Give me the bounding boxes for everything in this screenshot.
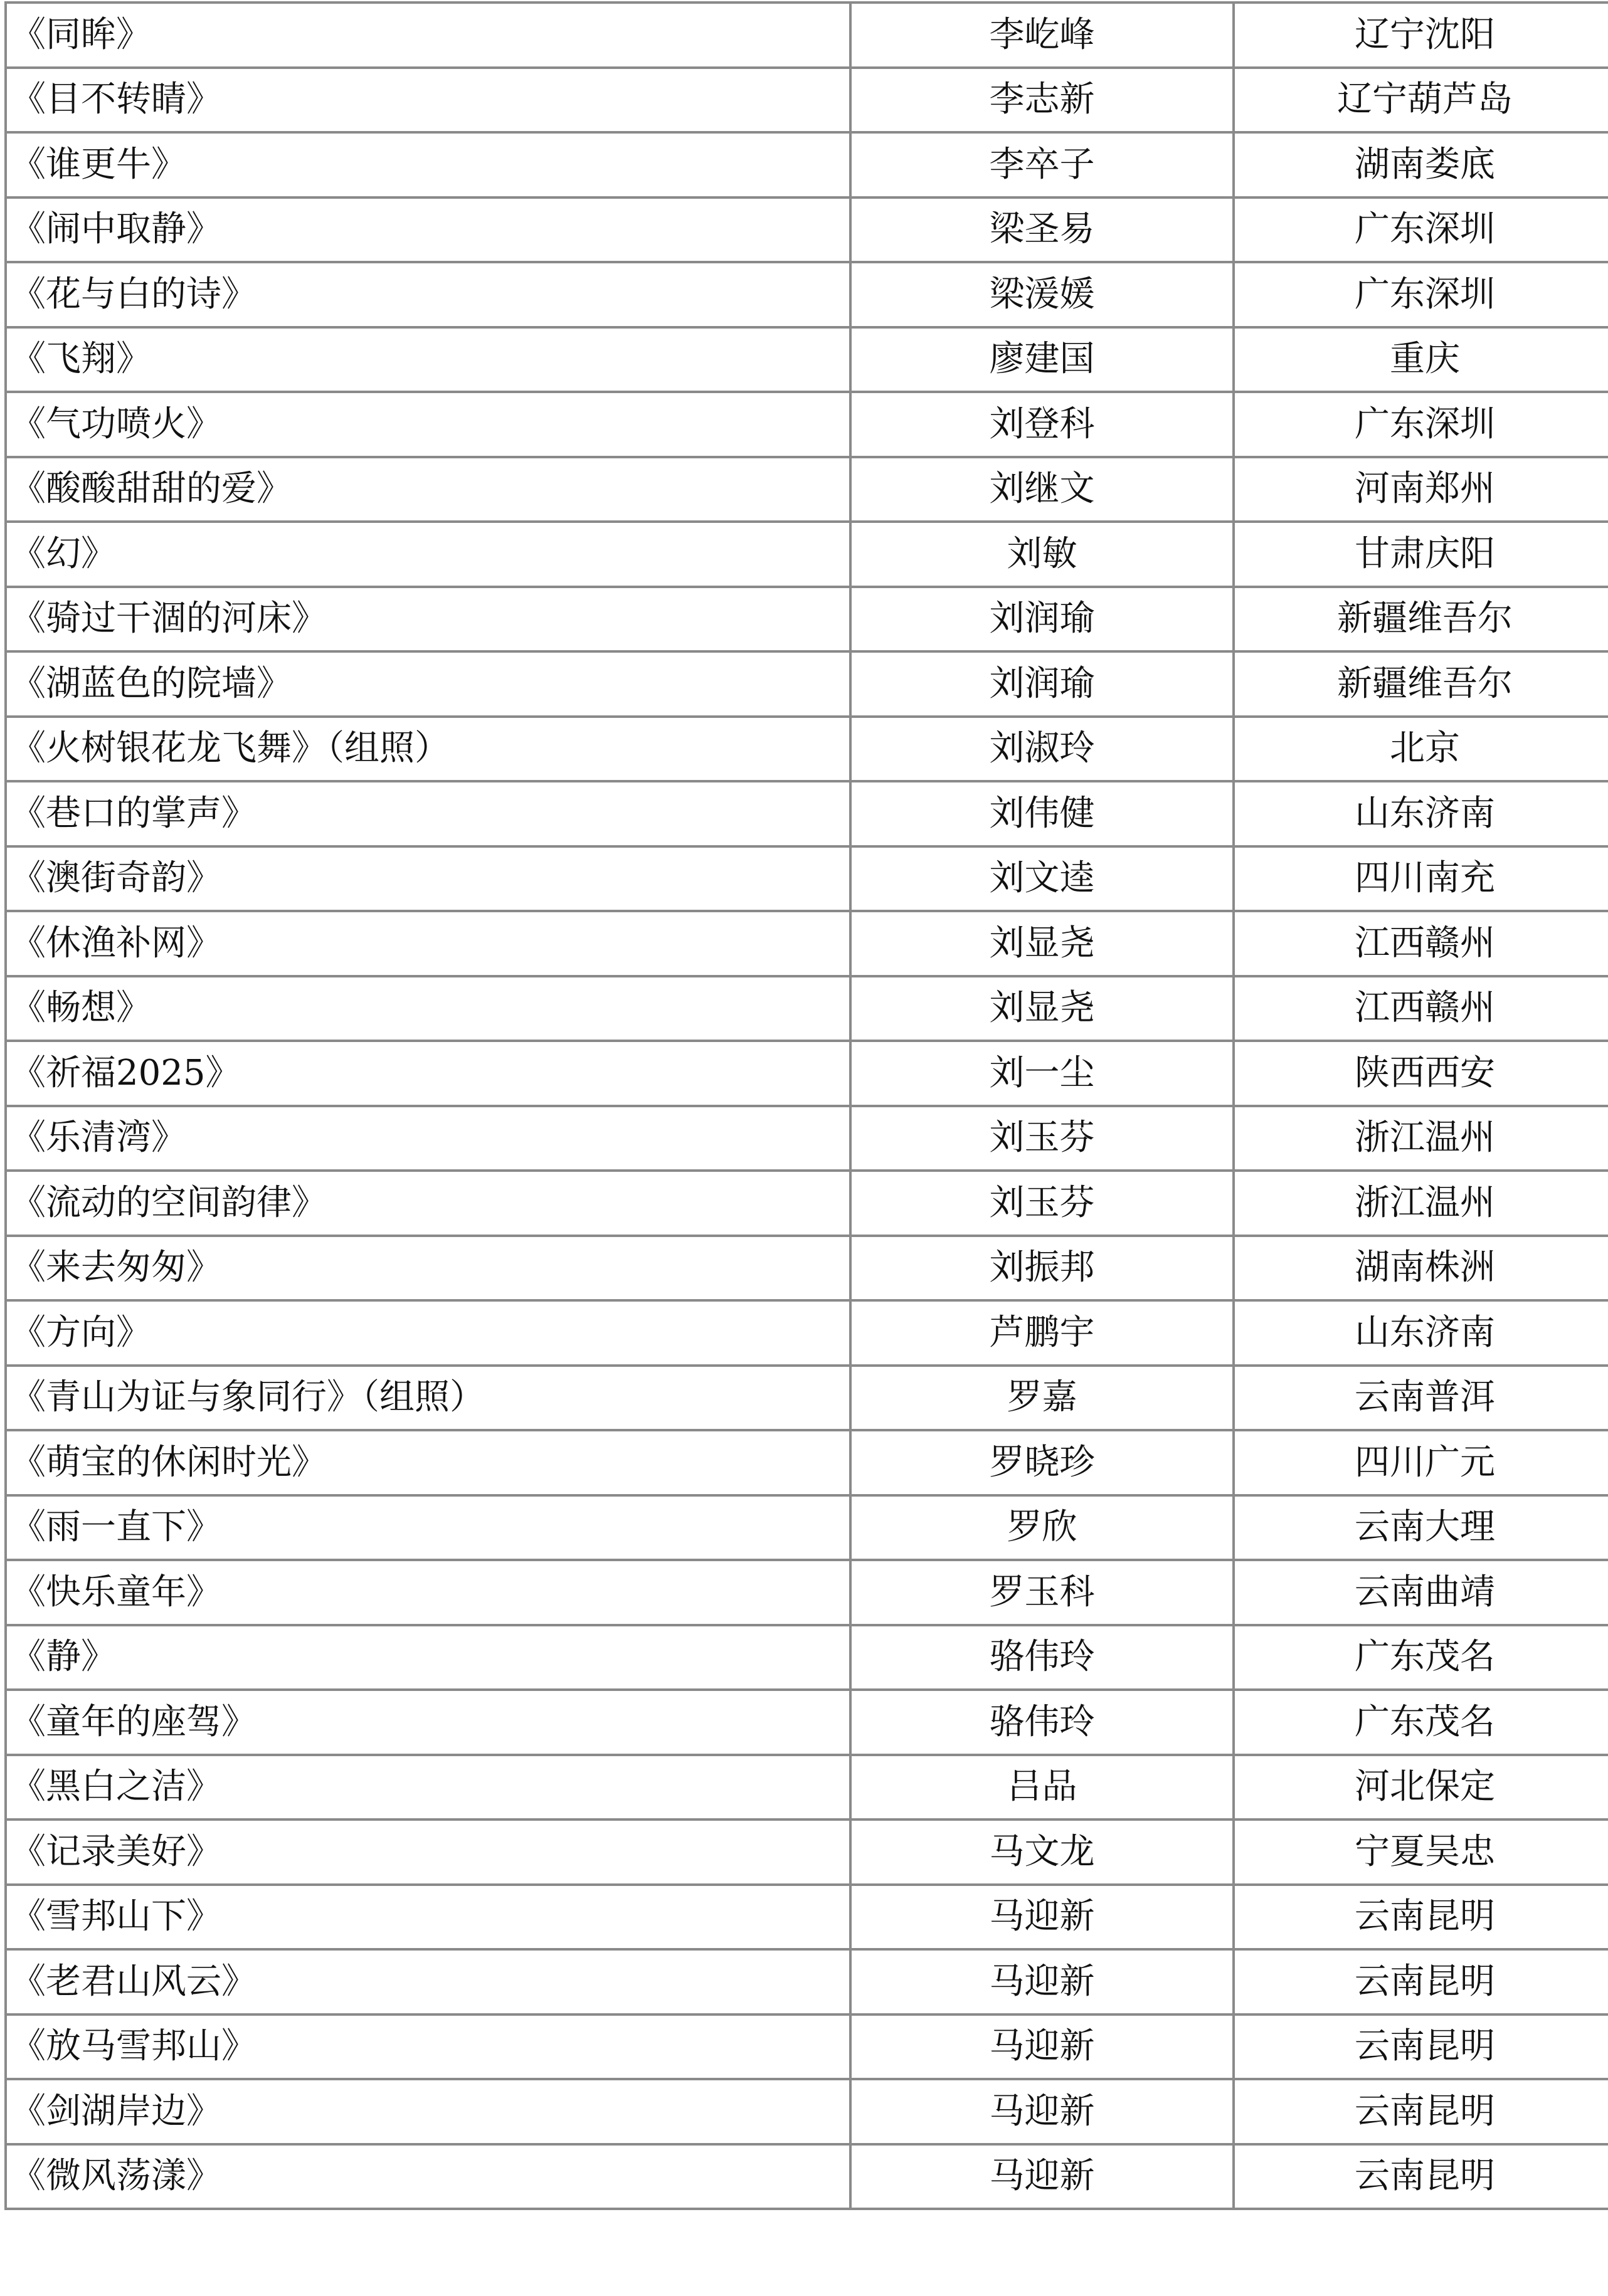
region-cell: 广东深圳 — [1234, 262, 1608, 327]
work-title-cell: 《幻》 — [6, 522, 850, 587]
author-name-cell: 罗晓珍 — [850, 1430, 1234, 1495]
region-cell: 河南郑州 — [1234, 457, 1608, 522]
author-name-cell: 刘敏 — [850, 522, 1234, 587]
work-title-cell: 《澳街奇韵》 — [6, 846, 850, 912]
work-title-cell: 《祈福2025》 — [6, 1041, 850, 1106]
table-row — [6, 911, 1608, 976]
region-cell: 江西赣州 — [1234, 976, 1608, 1041]
table-row — [6, 197, 1608, 263]
author-name-cell: 骆伟玲 — [850, 1625, 1234, 1690]
table-row — [6, 1366, 1608, 1431]
region-cell: 山东济南 — [1234, 1300, 1608, 1366]
table-row — [6, 1495, 1608, 1561]
work-title-cell: 《湖蓝色的院墙》 — [6, 651, 850, 717]
table-row — [6, 457, 1608, 522]
region-cell: 浙江温州 — [1234, 1106, 1608, 1171]
work-title-cell: 《来去匆匆》 — [6, 1236, 850, 1301]
region-cell: 云南昆明 — [1234, 2144, 1608, 2209]
author-name-cell: 刘润瑜 — [850, 651, 1234, 717]
work-title-cell: 《快乐童年》 — [6, 1560, 850, 1625]
region-cell: 广东茂名 — [1234, 1690, 1608, 1755]
region-cell: 辽宁沈阳 — [1234, 3, 1608, 68]
region-cell: 湖南株洲 — [1234, 1236, 1608, 1301]
region-cell: 云南昆明 — [1234, 1949, 1608, 2014]
region-cell: 河北保定 — [1234, 1755, 1608, 1820]
region-cell: 浙江温州 — [1234, 1171, 1608, 1236]
author-name-cell: 刘登科 — [850, 392, 1234, 457]
work-title-cell: 《黑白之洁》 — [6, 1755, 850, 1820]
author-name-cell: 刘显尧 — [850, 911, 1234, 976]
work-title-cell: 《闹中取静》 — [6, 197, 850, 263]
work-title-cell: 《雪邦山下》 — [6, 1885, 850, 1950]
work-title-cell: 《方向》 — [6, 1300, 850, 1366]
author-name-cell: 马迎新 — [850, 2144, 1234, 2209]
table-row — [6, 392, 1608, 457]
table-row — [6, 976, 1608, 1041]
work-title-cell: 《乐清湾》 — [6, 1106, 850, 1171]
region-cell: 山东济南 — [1234, 781, 1608, 846]
table-row — [6, 1690, 1608, 1755]
region-cell: 云南大理 — [1234, 1495, 1608, 1561]
table-row — [6, 522, 1608, 587]
table-row — [6, 132, 1608, 197]
author-name-cell: 李志新 — [850, 68, 1234, 133]
author-name-cell: 刘显尧 — [850, 976, 1234, 1041]
region-cell: 云南普洱 — [1234, 1366, 1608, 1431]
author-name-cell: 刘一尘 — [850, 1041, 1234, 1106]
table-row — [6, 1885, 1608, 1950]
work-title-cell: 《微风荡漾》 — [6, 2144, 850, 2209]
author-name-cell: 梁圣易 — [850, 197, 1234, 263]
region-cell: 云南曲靖 — [1234, 1560, 1608, 1625]
table-row — [6, 1430, 1608, 1495]
table-row — [6, 262, 1608, 327]
work-title-cell: 《飞翔》 — [6, 327, 850, 392]
work-title-cell: 《老君山风云》 — [6, 1949, 850, 2014]
work-title-cell: 《流动的空间韵律》 — [6, 1171, 850, 1236]
work-title-cell: 《骑过干涸的河床》 — [6, 587, 850, 652]
author-name-cell: 刘文逵 — [850, 846, 1234, 912]
region-cell: 新疆维吾尔 — [1234, 587, 1608, 652]
author-name-cell: 李屹峰 — [850, 3, 1234, 68]
region-cell: 辽宁葫芦岛 — [1234, 68, 1608, 133]
author-name-cell: 芦鹏宇 — [850, 1300, 1234, 1366]
author-name-cell: 罗欣 — [850, 1495, 1234, 1561]
author-name-cell: 刘玉芬 — [850, 1171, 1234, 1236]
work-title-cell: 《剑湖岸边》 — [6, 2079, 850, 2144]
region-cell: 云南昆明 — [1234, 1885, 1608, 1950]
table-row — [6, 2014, 1608, 2080]
work-title-cell: 《气功喷火》 — [6, 392, 850, 457]
table-row — [6, 1041, 1608, 1106]
author-name-cell: 罗嘉 — [850, 1366, 1234, 1431]
table-row — [6, 1106, 1608, 1171]
region-cell: 四川广元 — [1234, 1430, 1608, 1495]
work-title-cell: 《火树银花龙飞舞》（组照） — [6, 717, 850, 782]
author-name-cell: 罗玉科 — [850, 1560, 1234, 1625]
work-title-cell: 《萌宝的休闲时光》 — [6, 1430, 850, 1495]
author-name-cell: 梁湲媛 — [850, 262, 1234, 327]
table-row — [6, 846, 1608, 912]
work-title-cell: 《同眸》 — [6, 3, 850, 68]
table-row — [6, 2079, 1608, 2144]
region-cell: 重庆 — [1234, 327, 1608, 392]
author-name-cell: 刘玉芬 — [850, 1106, 1234, 1171]
entries-table — [4, 1, 1608, 2210]
work-title-cell: 《谁更牛》 — [6, 132, 850, 197]
table-row — [6, 1755, 1608, 1820]
table-row — [6, 1625, 1608, 1690]
author-name-cell: 刘振邦 — [850, 1236, 1234, 1301]
work-title-cell: 《青山为证与象同行》（组照） — [6, 1366, 850, 1431]
author-name-cell: 刘继文 — [850, 457, 1234, 522]
author-name-cell: 马迎新 — [850, 2014, 1234, 2080]
author-name-cell: 李卒子 — [850, 132, 1234, 197]
work-title-cell: 《目不转睛》 — [6, 68, 850, 133]
author-name-cell: 刘润瑜 — [850, 587, 1234, 652]
work-title-cell: 《雨一直下》 — [6, 1495, 850, 1561]
author-name-cell: 廖建国 — [850, 327, 1234, 392]
table-row — [6, 717, 1608, 782]
table-row — [6, 651, 1608, 717]
author-name-cell: 刘淑玲 — [850, 717, 1234, 782]
table-row — [6, 3, 1608, 68]
region-cell: 云南昆明 — [1234, 2014, 1608, 2080]
region-cell: 甘肃庆阳 — [1234, 522, 1608, 587]
entries-table-body — [6, 3, 1608, 2209]
table-row — [6, 1171, 1608, 1236]
table-row — [6, 68, 1608, 133]
table-row — [6, 1300, 1608, 1366]
region-cell: 广东深圳 — [1234, 392, 1608, 457]
work-title-cell: 《放马雪邦山》 — [6, 2014, 850, 2080]
author-name-cell: 马迎新 — [850, 1885, 1234, 1950]
table-row — [6, 1949, 1608, 2014]
work-title-cell: 《花与白的诗》 — [6, 262, 850, 327]
region-cell: 云南昆明 — [1234, 2079, 1608, 2144]
work-title-cell: 《畅想》 — [6, 976, 850, 1041]
author-name-cell: 马迎新 — [850, 2079, 1234, 2144]
table-row — [6, 327, 1608, 392]
work-title-cell: 《静》 — [6, 1625, 850, 1690]
author-name-cell: 马文龙 — [850, 1819, 1234, 1885]
table-row — [6, 1560, 1608, 1625]
table-row — [6, 587, 1608, 652]
region-cell: 湖南娄底 — [1234, 132, 1608, 197]
work-title-cell: 《酸酸甜甜的爱》 — [6, 457, 850, 522]
work-title-cell: 《记录美好》 — [6, 1819, 850, 1885]
table-row — [6, 2144, 1608, 2209]
region-cell: 广东深圳 — [1234, 197, 1608, 263]
region-cell: 江西赣州 — [1234, 911, 1608, 976]
work-title-cell: 《巷口的掌声》 — [6, 781, 850, 846]
table-row — [6, 1236, 1608, 1301]
table-row — [6, 1819, 1608, 1885]
region-cell: 宁夏吴忠 — [1234, 1819, 1608, 1885]
region-cell: 北京 — [1234, 717, 1608, 782]
table-row — [6, 781, 1608, 846]
region-cell: 新疆维吾尔 — [1234, 651, 1608, 717]
work-title-cell: 《休渔补网》 — [6, 911, 850, 976]
author-name-cell: 骆伟玲 — [850, 1690, 1234, 1755]
region-cell: 广东茂名 — [1234, 1625, 1608, 1690]
author-name-cell: 马迎新 — [850, 1949, 1234, 2014]
author-name-cell: 吕品 — [850, 1755, 1234, 1820]
author-name-cell: 刘伟健 — [850, 781, 1234, 846]
region-cell: 四川南充 — [1234, 846, 1608, 912]
region-cell: 陕西西安 — [1234, 1041, 1608, 1106]
work-title-cell: 《童年的座驾》 — [6, 1690, 850, 1755]
